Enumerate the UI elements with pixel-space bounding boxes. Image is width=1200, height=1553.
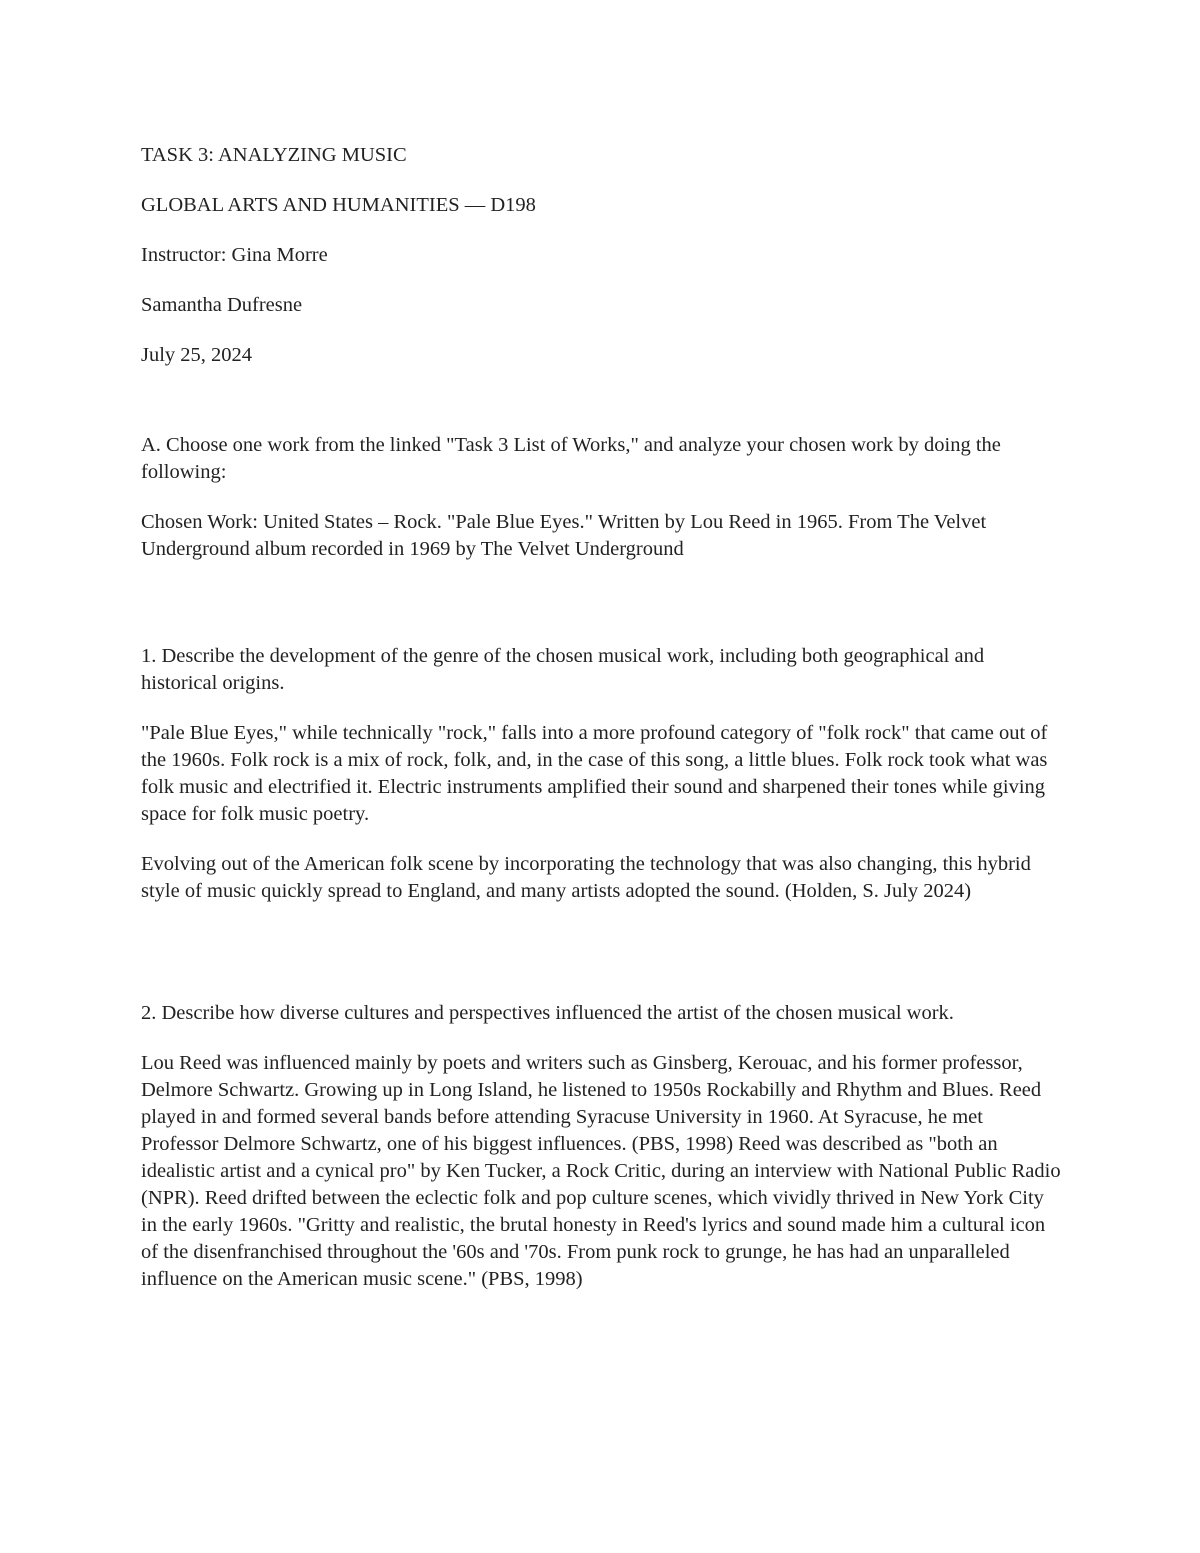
question-1-answer-paragraph: "Pale Blue Eyes," while technically "rock," falls into a more profound category of "folk rock" that came out of the 1960s. Folk rock is a mix of rock, folk, and, in the case of this song, a little blues. Folk rock took what was folk music and electrified it. Electric instruments amplified their sound and sharpened their tones while giving space for folk music poetry. xyxy=(141,722,1048,825)
question-1-answer-paragraph: Evolving out of the American folk scene by incorporating the technology that was also changing, this hybrid style of music quickly spread to England, and many artists adopted the sound. (Holden, S. July 2024) xyxy=(141,853,1031,902)
question-2-answer-paragraph: Lou Reed was influenced mainly by poets and writers such as Ginsberg, Kerouac, and his former professor, Delmore Schwartz. Growing up in Long Island, he listened to 1950s Rockabilly and Rhythm and Blues. Reed played in and formed several bands before attending Syracuse University in 1960. At Syracuse, he met Professor Delmore Schwartz, one of his biggest influences. (PBS, 1998) Reed was described as "both an idealistic artist and a cynical pro" by Ken Tucker, a Rock Critic, during an interview with National Public Radio (NPR). Reed drifted between the eclectic folk and pop culture scenes, which vividly thrived in New York City in the early 1960s. "Gritty and realistic, the brutal honesty in Reed's lyrics and sound made him a cultural icon of the disenfranchised throughout the '60s and '70s. From punk rock to grunge, he has had an unparalleled influence on the American music scene." (PBS, 1998) xyxy=(141,1052,1061,1290)
spacer xyxy=(141,369,1061,417)
section-a-prompt: A. Choose one work from the linked "Task 3 List of Works," and analyze your chosen work by doing the following: xyxy=(141,434,1001,483)
question-1-prompt: 1. Describe the development of the genre of the chosen musical work, including both geographical and historical origins. xyxy=(141,645,985,694)
spacer xyxy=(141,417,1061,432)
instructor-line: Instructor: Gina Morre xyxy=(141,244,328,266)
chosen-work: Chosen Work: United States – Rock. "Pale Blue Eyes." Written by Lou Reed in 1965. From The Velvet Underground album recorded in 1969 by The Velvet Underground xyxy=(141,511,987,560)
document-page xyxy=(141,142,1061,1316)
spacer xyxy=(141,586,1061,643)
question-2-prompt: 2. Describe how diverse cultures and perspectives influenced the artist of the chosen musical work. xyxy=(141,1002,954,1024)
course-name: GLOBAL ARTS AND HUMANITIES — D198 xyxy=(141,194,536,216)
spacer xyxy=(141,928,1061,1000)
document-date: July 25, 2024 xyxy=(141,344,253,366)
student-name: Samantha Dufresne xyxy=(141,294,303,316)
task-title: TASK 3: ANALYZING MUSIC xyxy=(141,144,407,166)
